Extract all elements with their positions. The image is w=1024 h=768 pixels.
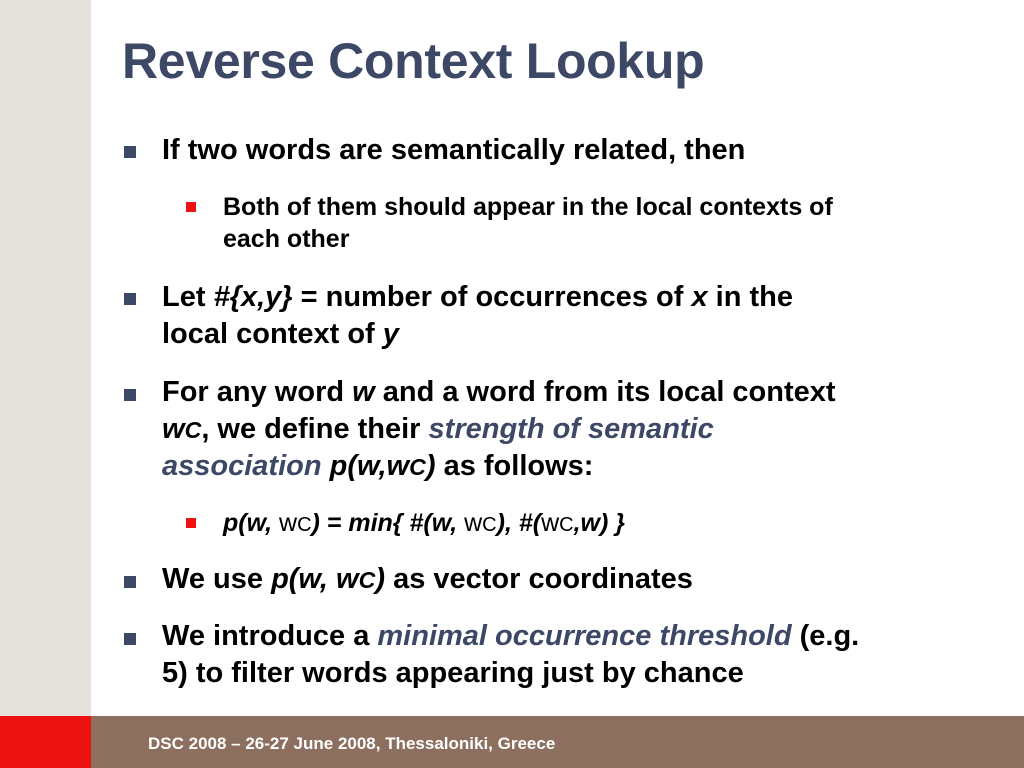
square-bullet-icon [124, 293, 136, 305]
footer-band [0, 716, 1024, 768]
left-decorative-band [0, 0, 91, 716]
square-bullet-icon [124, 633, 136, 645]
bullet-3-line-3: association p(w,wC) as follows: [162, 450, 594, 482]
bullet-5-line-2: 5) to filter words appearing just by chance [162, 657, 744, 689]
bullet-2-line-1: Let #{x,y} = number of occurrences of x in the [162, 281, 793, 313]
footer-red-block [0, 716, 91, 768]
square-bullet-icon [124, 146, 136, 158]
slide-title: Reverse Context Lookup [122, 33, 705, 89]
bullet-4-text: We use p(w, wC) as vector coordinates [162, 563, 693, 595]
formula-line: p(w, wC) = min{ #(w, wC), #(wC,w) } [223, 509, 625, 537]
bullet-3-line-2: wC, we define their strength of semantic [162, 413, 714, 445]
bullet-2-line-2: local context of y [162, 318, 399, 350]
red-square-bullet-icon [186, 202, 196, 212]
square-bullet-icon [124, 389, 136, 401]
footer-text: DSC 2008 – 26-27 June 2008, Thessaloniki, Greece [148, 734, 556, 753]
bullet-3-line-1: For any word w and a word from its local context [162, 376, 836, 408]
red-square-bullet-icon [186, 518, 196, 528]
bullet-5-line-1: We introduce a minimal occurrence threshold (e.g. [162, 620, 860, 652]
bullet-1a-line-1: Both of them should appear in the local contexts of [223, 193, 833, 221]
bullet-1a-line-2: each other [223, 225, 350, 253]
bullet-1-text: If two words are semantically related, then [162, 134, 746, 166]
square-bullet-icon [124, 576, 136, 588]
